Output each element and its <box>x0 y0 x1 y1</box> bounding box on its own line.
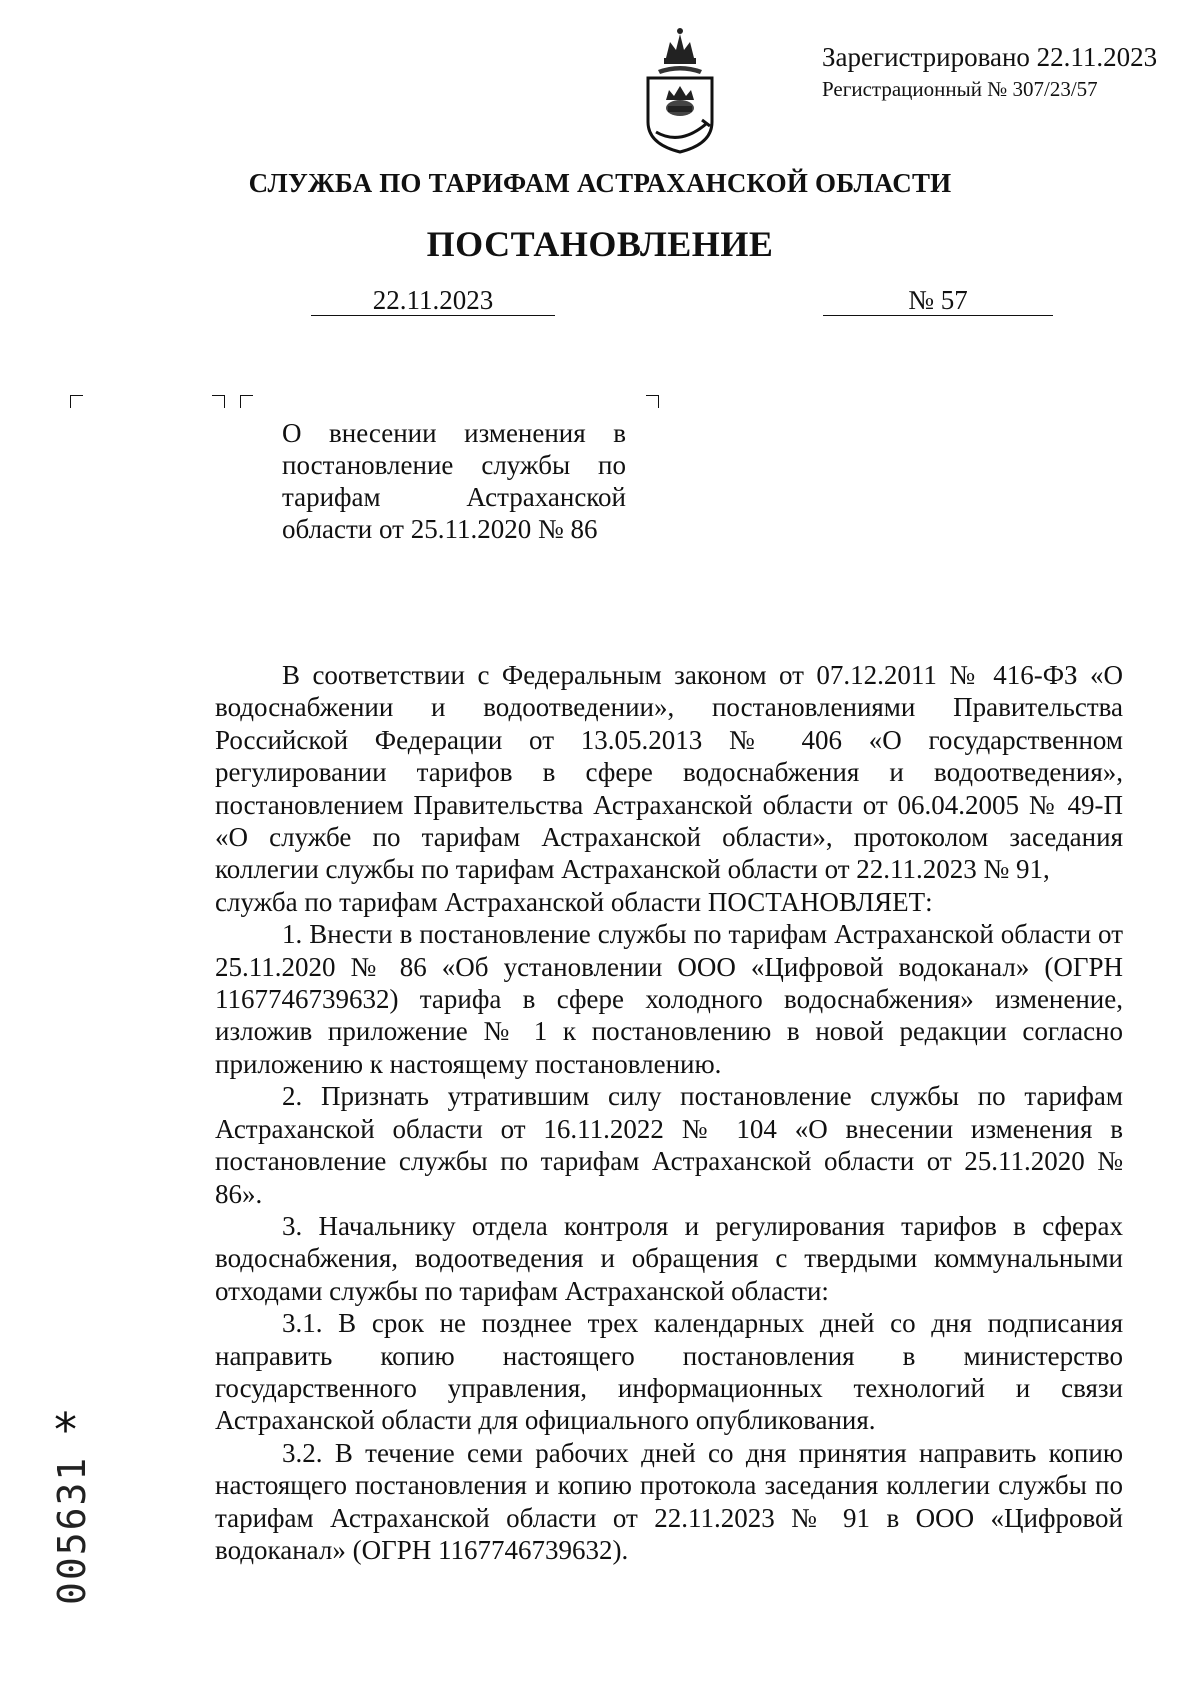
registration-date: Зарегистрировано 22.11.2023 <box>822 42 1158 72</box>
document-body <box>215 659 1123 1566</box>
item-2-paragraph: 2. Признать утратившим силу постановление службы по тарифам Астраханской области от 16.11.2022 № 104 «О внесении изменения в постановление службы по тарифам Астраханской области от 25.11.2020 № 86». <box>215 1081 1123 1209</box>
registration-number: Регистрационный № 307/23/57 <box>822 77 1098 101</box>
stamp-asterisk: * <box>54 1403 77 1457</box>
document-date: 22.11.2023 <box>311 285 555 316</box>
bracket-corner-left <box>70 395 83 408</box>
resolution-clause: служба по тарифам Астраханской области ПОСТАНОВЛЯЕТ: <box>215 886 933 917</box>
bracket-corner-mid-left <box>240 395 253 408</box>
subject-line: О внесении изменения в <box>282 418 626 448</box>
item-3-1-paragraph: 3.1. В срок не позднее трех календарных дней со дня подписания направить копию настоящего постановления в министерство государственного управления, информационных технологий и связи Астраханской области для официального опубликования. <box>215 1308 1123 1436</box>
registration-block <box>822 40 1182 104</box>
organization-title: СЛУЖБА ПО ТАРИФАМ АСТРАХАНСКОЙ ОБЛАСТИ <box>248 168 952 198</box>
document-number: № 57 <box>823 285 1053 316</box>
serial-number: 005631 <box>50 1455 94 1605</box>
bracket-corner-mid-right <box>212 395 225 408</box>
coat-of-arms-emblem <box>640 22 720 154</box>
subject-line: области от 25.11.2020 № 86 <box>282 514 598 544</box>
item-3-2-paragraph: 3.2. В течение семи рабочих дней со дня принятия направить копию настоящего постановления и копию протокола заседания коллегии службы по тарифам Астраханской области от 22.11.2023 № 91 в ООО «Цифровой водоканал» (ОГРН 1167746739632). <box>215 1437 1123 1565</box>
document-type-title: ПОСТАНОВЛЕНИЕ <box>426 224 774 264</box>
item-3-paragraph: 3. Начальнику отдела контроля и регулирования тарифов в сферах водоснабжения, водоотведения и обращения с твердыми коммунальными отходами службы по тарифам Астраханской области: <box>215 1210 1123 1306</box>
subject-line: тарифам Астраханской <box>282 482 626 512</box>
serial-stamp <box>40 1410 96 1610</box>
preamble-paragraph: В соответствии с Федеральным законом от 07.12.2011 № 416-ФЗ «О водоснабжении и водоотведении», постановлениями Правительства Российской Федерации от 13.05.2013 № 406 «О государственном регулировании тарифов в сфере водоснабжения и водоотведения», постановлением Правительства Астраханской области от 06.04.2005 № 49-П «О службе по тарифам Астраханской области», протоколом заседания коллегии службы по тарифам Астраханской области от 22.11.2023 № 91, <box>215 660 1123 885</box>
astrakhan-coat-of-arms-icon <box>640 22 720 154</box>
item-1-paragraph: 1. Внести в постановление службы по тарифам Астраханской области от 25.11.2020 № 86 «Об установлении ООО «Цифровой водоканал» (ОГРН 1167746739632) тарифа в сфере холодного водоснабжения» изменение, изложив приложение № 1 к постановлению в новой редакции согласно приложению к настоящему постановлению. <box>215 919 1123 1079</box>
bracket-corner-right <box>646 395 659 408</box>
subject-line: постановление службы по <box>282 450 626 480</box>
document-subject <box>282 417 626 545</box>
